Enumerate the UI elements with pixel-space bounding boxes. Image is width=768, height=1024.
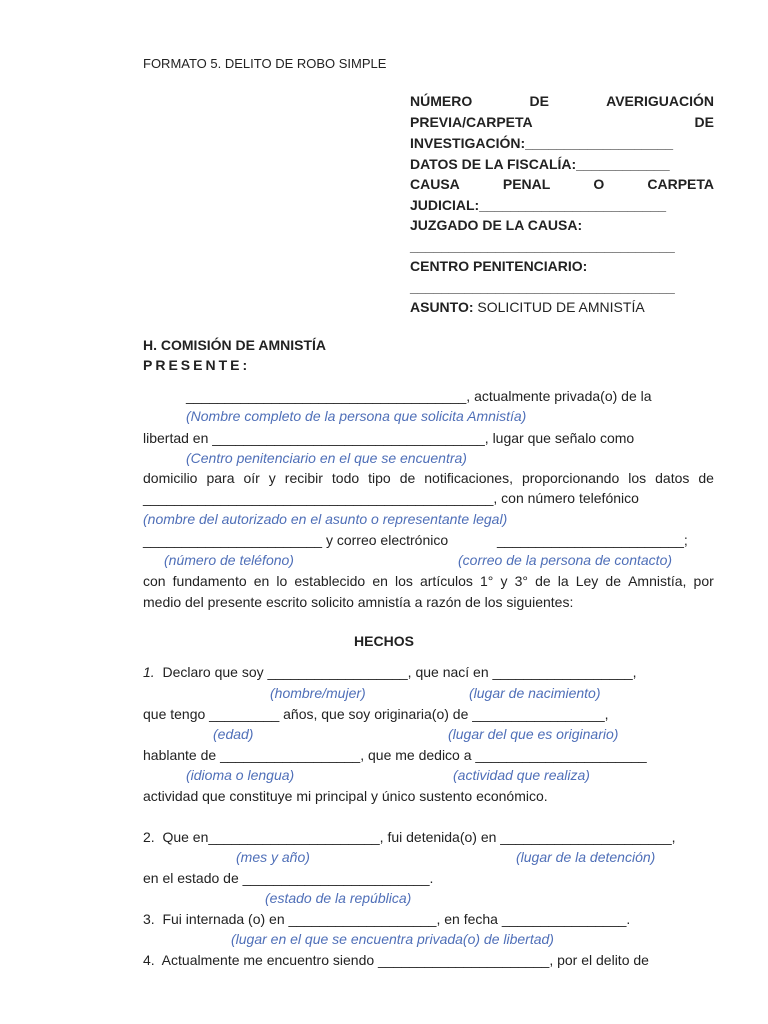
intro-line-5a: _______________________ y correo electrónico: [143, 532, 449, 548]
hint-detention-place: (lugar en el que se encuentra privada(o) de libertad): [231, 931, 554, 947]
word: de: [605, 573, 621, 589]
word: notificaciones,: [424, 470, 513, 486]
judicial-field: JUDICIAL:________________________: [410, 197, 667, 213]
prison-label: CENTRO PENITENCIARIO:: [410, 258, 588, 274]
section-title: HECHOS: [354, 633, 414, 649]
word: lo: [276, 573, 288, 589]
word: tipo: [368, 470, 391, 486]
item-number: 1.: [143, 664, 155, 680]
investigation-field: INVESTIGACIÓN:___________________: [410, 135, 674, 151]
word: de: [535, 573, 551, 589]
court-label: JUZGADO DE LA CAUSA:: [410, 217, 583, 233]
hint-authorized: (nombre del autorizado en el asunto o representante legal): [143, 511, 508, 527]
case-number-line-1: [410, 93, 714, 110]
hint-phone: (número de teléfono): [164, 552, 294, 568]
word: los: [394, 573, 413, 589]
word: los: [628, 470, 647, 486]
item-1-line-4: actividad que constituye mi principal y único sustento económico.: [143, 788, 548, 804]
subject-line: [410, 299, 645, 316]
item-4-line-1: 4. Actualmente me encuentro siendo ______________________, por el delito de: [143, 952, 649, 968]
word: y: [268, 470, 276, 486]
hint-activity: (actividad que realiza): [453, 767, 590, 783]
word: con: [143, 573, 166, 589]
hint-state: (estado de la república): [265, 890, 412, 906]
hint-birthplace: (lugar de nacimiento): [469, 685, 601, 701]
word: domicilio: [143, 470, 198, 486]
criminal-case-line: [410, 176, 714, 193]
hint-arrest-place: (lugar de la detención): [516, 849, 656, 865]
word: para: [206, 470, 235, 486]
intro-line-2: libertad en ___________________________________, lugar que señalo como: [143, 430, 635, 446]
word: oír: [243, 470, 260, 486]
word: en: [253, 573, 270, 589]
court-field: __________________________________: [410, 238, 675, 254]
word: proporcionando: [521, 470, 620, 486]
word: NÚMERO: [410, 93, 473, 109]
hint-gender: (hombre/mujer): [270, 685, 366, 701]
intro-line-7: medio del presente escrito solicito amnistía a razón de los siguientes:: [143, 594, 574, 610]
hint-full-name: (Nombre completo de la persona que solicita Amnistía): [186, 408, 527, 424]
word: de: [399, 470, 416, 486]
word: artículos: [419, 573, 473, 589]
subject-label: ASUNTO:: [410, 299, 474, 315]
intro-line-5b: ________________________;: [497, 532, 688, 548]
word: CARPETA: [647, 176, 714, 192]
word: PENAL: [502, 176, 551, 192]
word: 3°: [514, 573, 528, 589]
word: 1°: [480, 573, 494, 589]
item-2-line-1: 2. Que en______________________, fui detenida(o) en ______________________,: [143, 829, 676, 845]
addressee: H. COMISIÓN DE AMNISTÍA: [143, 337, 327, 353]
hint-email: (correo de la persona de contacto): [458, 552, 673, 568]
word: DE: [529, 93, 549, 109]
intro-line-4: _____________________________________________, con número telefónico: [143, 490, 639, 506]
prosecutor-field: DATOS DE LA FISCALÍA:____________: [410, 156, 670, 172]
item-text: Declaro que soy __________________, que nací en __________________,: [154, 664, 637, 680]
intro-line-1: ____________________________________, actualmente privada(o) de la: [186, 388, 652, 404]
intro-line-3: [143, 470, 714, 487]
word: todo: [331, 470, 360, 486]
hint-month-year: (mes y año): [236, 849, 310, 865]
word: en: [372, 573, 388, 589]
word: datos: [655, 470, 690, 486]
presente-label: PRESENTE:: [143, 357, 251, 373]
prison-field: __________________________________: [410, 279, 675, 295]
case-number-line-2: [410, 114, 714, 131]
word: y: [500, 573, 508, 589]
word: la: [557, 573, 569, 589]
hint-language: (idioma o lengua): [186, 767, 295, 783]
item-3-line-1: 3. Fui internada (o) en ___________________, en fecha ________________.: [143, 911, 631, 927]
word: O: [593, 176, 605, 192]
word: por: [693, 573, 714, 589]
item-1-line-2: que tengo _________ años, que soy originaria(o) de _________________,: [143, 706, 609, 722]
item-1-line-1: [143, 664, 637, 681]
item-2-line-2: en el estado de ________________________.: [143, 870, 434, 886]
hint-prison: (Centro penitenciario en el que se encuentra): [186, 450, 467, 466]
word: recibir: [284, 470, 323, 486]
word: PREVIA/CARPETA: [410, 114, 533, 130]
format-title: FORMATO 5. DELITO DE ROBO SIMPLE: [143, 56, 387, 71]
word: CAUSA: [410, 176, 460, 192]
word: Amnistía,: [628, 573, 687, 589]
intro-line-6: [143, 573, 714, 590]
word: fundamento: [172, 573, 247, 589]
hint-origin: (lugar del que es originario): [448, 726, 619, 742]
word: Ley: [575, 573, 599, 589]
word: DE: [694, 114, 714, 130]
hint-age: (edad): [213, 726, 254, 742]
subject-value: SOLICITUD DE AMNISTÍA: [473, 299, 645, 315]
word: de: [698, 470, 714, 486]
item-1-line-3: hablante de __________________, que me dedico a ______________________: [143, 747, 647, 763]
word: AVERIGUACIÓN: [606, 93, 714, 109]
word: establecido: [294, 573, 366, 589]
